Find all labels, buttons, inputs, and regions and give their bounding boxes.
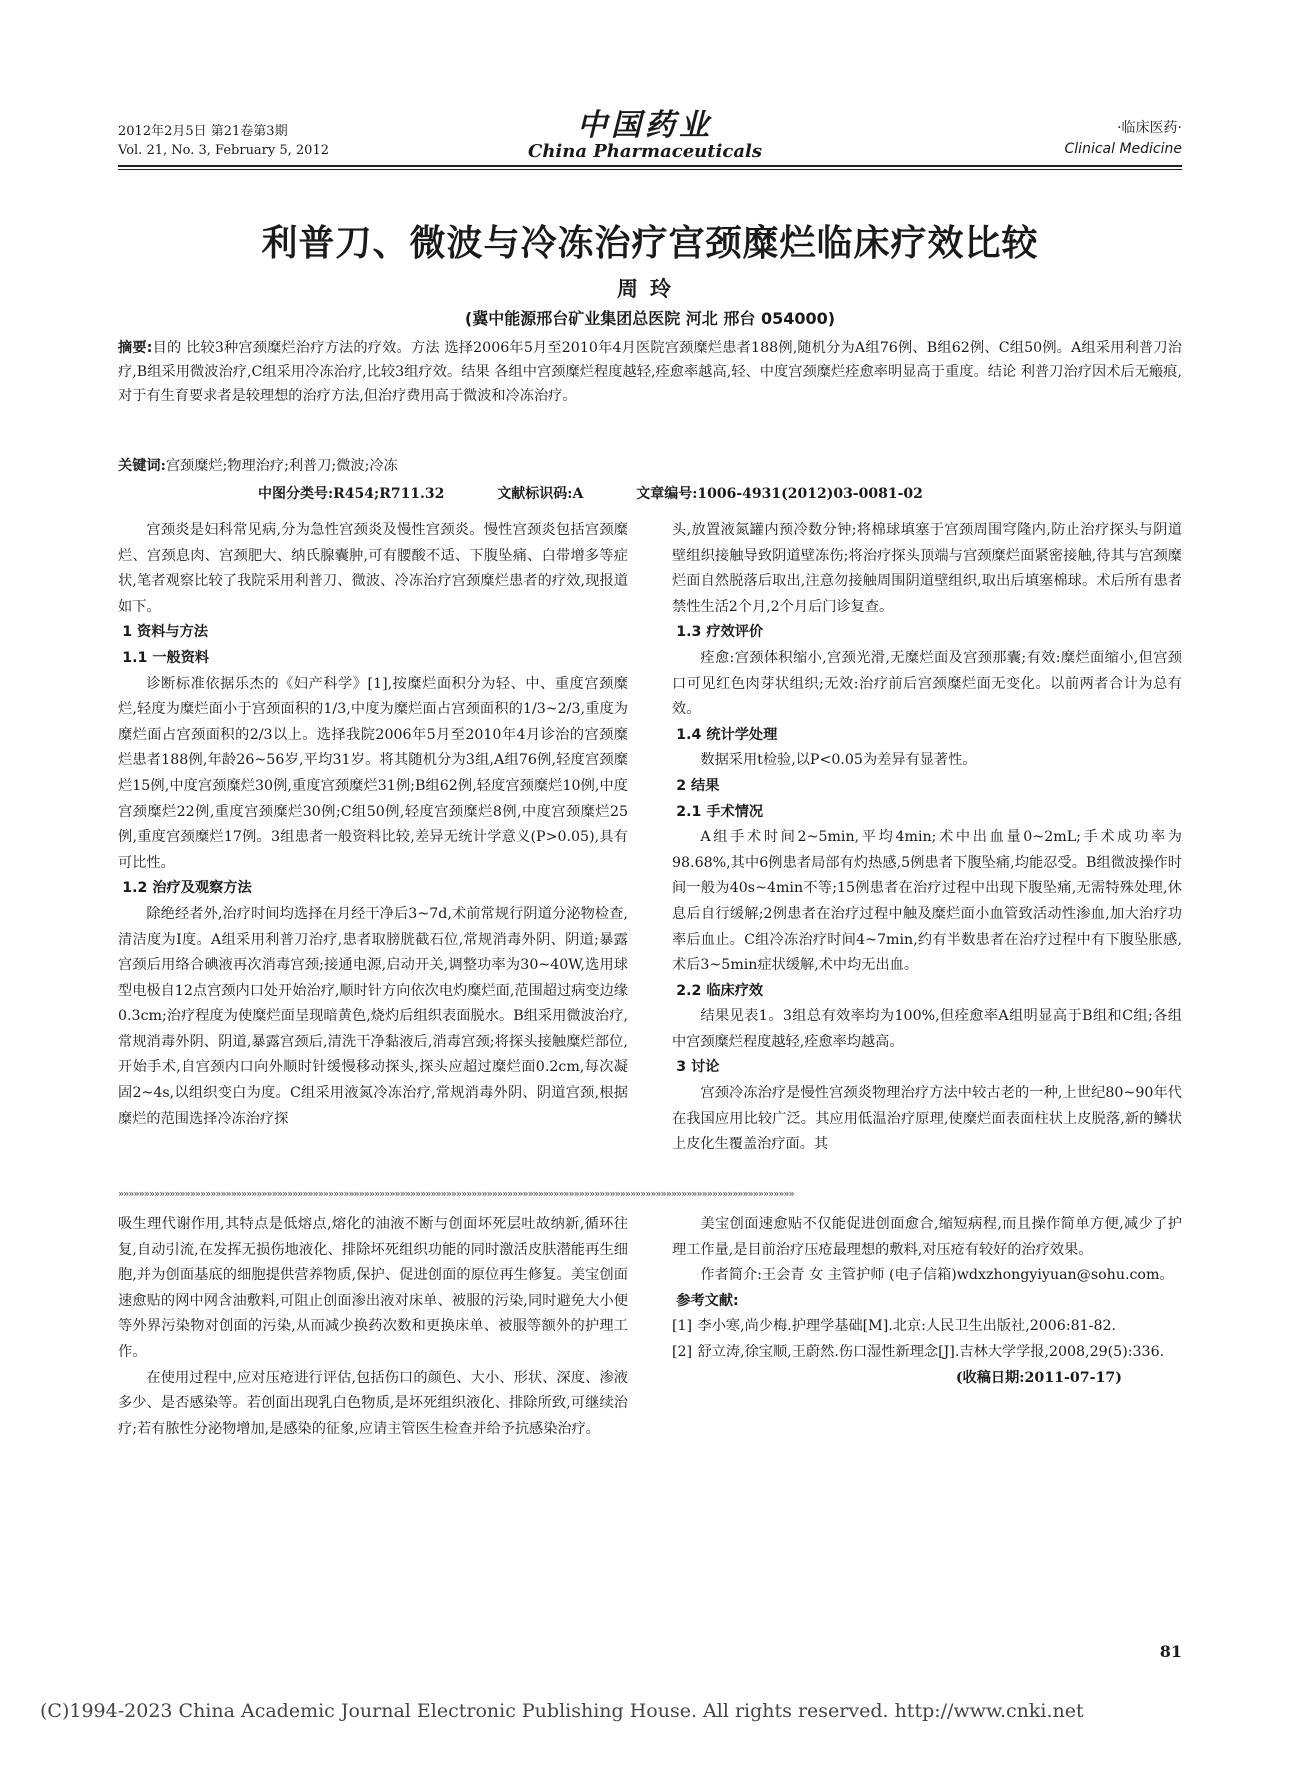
reference-number: [2] bbox=[672, 1343, 693, 1360]
paragraph: 吸生理代谢作用,其特点是低熔点,熔化的油液不断与创面坏死层吐故纳新,循环往复,自动引流,在发挥无损伤地液化、排除坏死组织功能的同时激活皮肤潜能再生细胞,并为创面基底的细胞提供营养物质,保护、促进创面的原位再生修复。美宝创面速愈贴的网中网含油敷料,可阻止创面渗出液对床单、被服的污染,同时避免大小便等外界污染物对创面的污染,从而减少换药次数和更换床单、被服等额外的护理工作。 bbox=[118, 1216, 628, 1360]
section-heading: 2 结果 bbox=[676, 777, 720, 794]
subsection-heading: 1.3 疗效评价 bbox=[676, 624, 764, 641]
references-heading: 参考文献: bbox=[676, 1292, 739, 1309]
paragraph: A组手术时间2~5min,平均4min;术中出血量0~2mL;手术成功率为98.68%,其中6例患者局部有灼热感,5例患者下腹坠痛,均能忍受。B组微波操作时间一般为40s~4min不等;15例患者在治疗过程中出现下腹坠痛,无需特殊处理,休息后自行缓解;2例患者在治疗过程中触及糜烂面小血管致活动性渗血,加大治疗功率后血止。C组冷冻治疗时间4~7min,约有半数患者在治疗过程中有下腹坠胀感,术后3~5min症状缓解,术中均无出血。 bbox=[672, 829, 1182, 974]
paragraph: 宫颈炎是妇科常见病,分为急性宫颈炎及慢性宫颈炎。慢性宫颈炎包括宫颈糜烂、宫颈息肉、宫颈肥大、纳氏腺囊肿,可有腰酸不适、下腹坠痛、白带增多等症状,笔者观察比较了我院采用利普刀、微波、冷冻治疗宫颈糜烂患者的疗效,现报道如下。 bbox=[118, 522, 628, 615]
section-heading: 1 资料与方法 bbox=[122, 624, 208, 641]
copyright-footer: (C)1994-2023 China Academic Journal Electronic Publishing House. All rights reserved. http://www.cnki.net bbox=[40, 1700, 1084, 1722]
document-code: 文献标识码:A bbox=[497, 486, 584, 502]
section-label bbox=[1065, 118, 1182, 160]
abstract-label: 摘要: bbox=[118, 340, 153, 356]
subsection-heading: 1.2 治疗及观察方法 bbox=[122, 880, 252, 897]
journal-name-en: China Pharmaceuticals bbox=[528, 141, 762, 162]
article-title: 利普刀、微波与冷冻治疗宫颈糜烂临床疗效比较 bbox=[261, 223, 1039, 264]
paragraph: 结果见表1。3组总有效率均为100%,但痊愈率A组明显高于B组和C组;各组中宫颈糜烂程度越轻,痊愈率均越高。 bbox=[672, 1008, 1182, 1050]
paragraph: 数据采用t检验,以P<0.05为差异有显著性。 bbox=[700, 752, 977, 769]
section-label-cn: ·临床医药· bbox=[1117, 120, 1182, 136]
paragraph: 美宝创面速愈贴不仅能促进创面愈合,缩短病程,而且操作简单方便,减少了护理工作量,是目前治疗压疮最理想的敷料,对压疮有较好的治疗效果。 bbox=[672, 1216, 1182, 1258]
header-rule-thin bbox=[118, 169, 1182, 170]
reference-number: [1] bbox=[672, 1318, 693, 1335]
header-rule bbox=[118, 165, 1182, 167]
subsection-heading: 2.2 临床疗效 bbox=[676, 982, 764, 999]
issue-info-cn: 2012年2月5日 第21卷第3期 bbox=[118, 124, 288, 139]
body-column-right bbox=[672, 518, 1182, 1158]
previous-article-right bbox=[672, 1212, 1182, 1391]
journal-name-cn: 中国药业 bbox=[577, 108, 713, 143]
page-number: 81 bbox=[1159, 1642, 1182, 1661]
subsection-heading: 1.1 一般资料 bbox=[122, 649, 210, 666]
subsection-heading: 1.4 统计学处理 bbox=[676, 726, 778, 743]
class-number: 中图分类号:R454;R711.32 bbox=[258, 486, 445, 502]
reference-text: 李小寒,尚少梅.护理学基础[M].北京:人民卫生出版社,2006:81-82. bbox=[697, 1318, 1117, 1335]
keywords bbox=[118, 455, 1182, 477]
section-heading: 3 讨论 bbox=[676, 1059, 720, 1076]
section-label-en: Clinical Medicine bbox=[1064, 141, 1182, 157]
paragraph: 诊断标准依据乐杰的《妇产科学》[1],按糜烂面积分为轻、中、重度宫颈糜烂,轻度为糜烂面小于宫颈面积的1/3,中度为糜烂面占宫颈面积的1/3~2/3,重度为糜烂面占宫颈面积的2/3以上。选择我院2006年5月至2010年4月诊治的宫颈糜烂患者188例,年龄26~56岁,平均31岁。将其随机分为3组,A组76例,轻度宫颈糜烂15例,中度宫颈糜烂30例,重度宫颈糜烂31例;B组62例,轻度宫颈糜烂10例,中度宫颈糜烂22例,重度宫颈糜烂30例;C组50例,轻度宫颈糜烂8例,中度宫颈糜烂25例,重度宫颈糜烂17例。3组患者一般资料比较,差异无统计学意义(P>0.05),具有可比性。 bbox=[118, 675, 628, 871]
body-column-left bbox=[118, 518, 628, 1132]
subsection-heading: 2.1 手术情况 bbox=[676, 803, 764, 820]
issue-info bbox=[118, 122, 329, 160]
abstract bbox=[118, 336, 1182, 408]
article-author: 周玲 bbox=[617, 277, 683, 301]
reference-text: 舒立涛,徐宝顺,王蔚然.伤口湿性新理念[J].吉林大学学报,2008,29(5):336. bbox=[697, 1343, 1165, 1360]
article-separator: »»»»»»»»»»»»»»»»»»»»»»»»»»»»»»»»»»»»»»»»»»»»»»»»»»»»»»»»»»»»»»»»»»»»»»»»»»»»»»»»»»»»»»»»»»»»»»»»»»»»»»»»»»»»»»»»»»»»»»»»»»»»»»»»»»»» bbox=[118, 1190, 794, 1200]
classification-line bbox=[258, 483, 1182, 503]
journal-logo bbox=[520, 110, 770, 162]
keywords-text: 宫颈糜烂;物理治疗;利普刀;微波;冷冻 bbox=[165, 458, 398, 474]
paragraph: 宫颈冷冻治疗是慢性宫颈炎物理治疗方法中较古老的一种,上世纪80~90年代在我国应用比较广泛。其应用低温治疗原理,使糜烂面表面柱状上皮脱落,新的鳞状上皮化生覆盖治疗面。其 bbox=[672, 1085, 1182, 1153]
author-bio: 作者简介:王会青 女 主管护师 (电子信箱)wdxzhongyiyuan@sohu.com。 bbox=[700, 1267, 1174, 1284]
previous-article-left bbox=[118, 1212, 628, 1442]
paragraph: 除绝经者外,治疗时间均选择在月经干净后3~7d,术前常规行阴道分泌物检查,清洁度为Ⅰ度。A组采用利普刀治疗,患者取膀胱截石位,常规消毒外阴、阴道;暴露宫颈后用络合碘液再次消毒宫颈;接通电源,启动开关,调整功率为30~40W,选用球型电极自12点宫颈内口处开始治疗,顺时针方向依次电灼糜烂面,范围超过病变边缘0.3cm;治疗程度为使糜烂面呈现暗黄色,烧灼后组织表面脱水。B组采用微波治疗,常规消毒外阴、阴道,暴露宫颈后,清洗干净黏液后,消毒宫颈;将探头接触糜烂部位,开始手术,自宫颈内口向外顺时针缓慢移动探头,探头应超过糜烂面0.2cm,每次凝固2~4s,以组织变白为度。C组采用液氮冷冻治疗,常规消毒外阴、阴道宫颈,根据糜烂的范围选择冷冻治疗探 bbox=[118, 905, 628, 1127]
author-affiliation: (冀中能源邢台矿业集团总医院 河北 邢台 054000) bbox=[464, 309, 836, 328]
paragraph: 在使用过程中,应对压疮进行评估,包括伤口的颜色、大小、形状、深度、渗液多少、是否感染等。若创面出现乳白色物质,是坏死组织液化、排除所致,可继续治疗;若有脓性分泌物增加,是感染的征象,应请主管医生检查并给予抗感染治疗。 bbox=[118, 1369, 628, 1437]
received-date: (收稿日期:2011-07-17) bbox=[955, 1369, 1122, 1386]
keywords-label: 关键词: bbox=[118, 458, 166, 474]
article-number: 文章编号:1006-4931(2012)03-0081-02 bbox=[636, 486, 923, 502]
paragraph: 头,放置液氮罐内预冷数分钟;将棉球填塞于宫颈周围穹隆内,防止治疗探头与阴道壁组织接触导致阴道壁冻伤;将治疗探头顶端与宫颈糜烂面紧密接触,待其与宫颈糜烂面自然脱落后取出,注意勿接触周围阴道壁组织,取出后填塞棉球。术后所有患者禁性生活2个月,2个月后门诊复查。 bbox=[672, 522, 1182, 615]
reference-item bbox=[672, 1340, 1182, 1366]
issue-info-en: Vol. 21, No. 3, February 5, 2012 bbox=[118, 143, 329, 158]
paragraph: 痊愈:宫颈体积缩小,宫颈光滑,无糜烂面及宫颈那囊;有效:糜烂面缩小,但宫颈口可见红色肉芽状组织;无效:治疗前后宫颈糜烂面无变化。以前两者合计为总有效。 bbox=[672, 649, 1182, 718]
reference-item bbox=[672, 1314, 1182, 1340]
abstract-text: 目的 比较3种宫颈糜烂治疗方法的疗效。方法 选择2006年5月至2010年4月医院宫颈糜烂患者188例,随机分为A组76例、B组62例、C组50例。A组采用利普刀治疗,B组采用微波治疗,C组采用冷冻治疗,比较3组疗效。结果 各组中宫颈糜烂程度越轻,痊愈率越高,轻、中度宫颈糜烂痊愈率明显高于重度。结论 利普刀治疗因术后无瘢痕,对于有生育要求者是较理想的治疗方法,但治疗费用高于微波和冷冻治疗。 bbox=[118, 340, 1182, 404]
